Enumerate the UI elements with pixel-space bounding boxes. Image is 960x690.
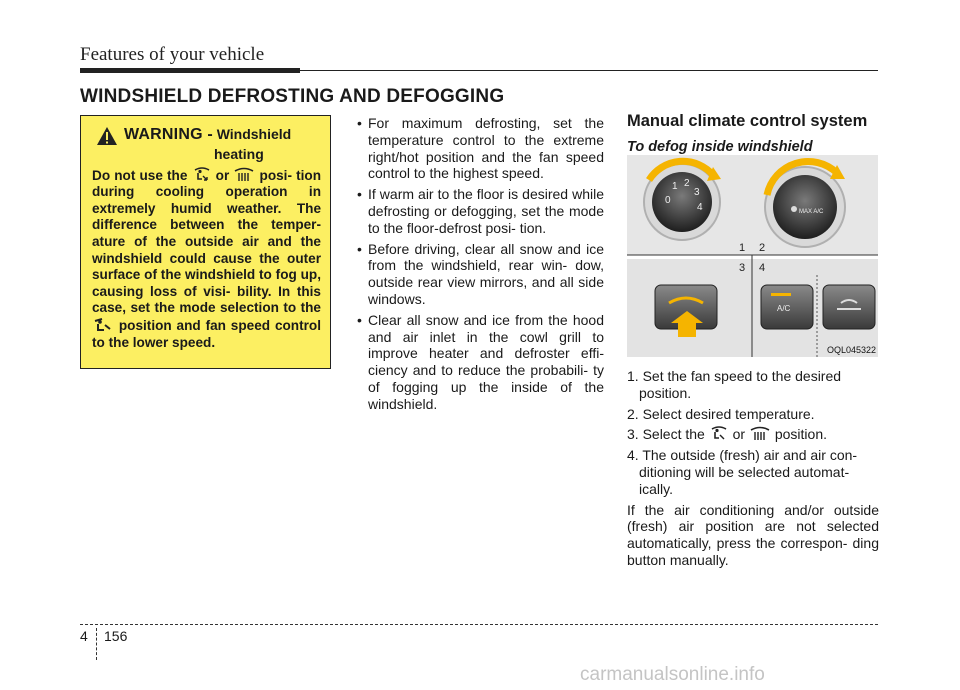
chapter-number: 4 [80, 628, 88, 644]
air-intake-button[interactable] [823, 285, 875, 329]
steps-list [627, 368, 879, 569]
warning-text-a: Do not use the [92, 167, 188, 183]
step-item: 1. Set the fan speed to the desired position. [627, 368, 842, 401]
header-rule [300, 70, 878, 71]
floor-defrost-mode-icon [92, 317, 114, 333]
press-arrow-icon [678, 323, 696, 337]
list-item: • Clear all snow and ice from the hood and air inlet in the cowl grill to improve heater and defroster effi- ciency and to reduce the probabili- ty of fogging up the inside of the windshield. [354, 312, 604, 413]
warning-subtitle: Windshield [216, 126, 292, 142]
footer-rule [80, 624, 878, 625]
climate-title: Manual climate control system [627, 112, 868, 130]
warning-subtitle-2: heating [214, 146, 264, 162]
list-item: • If warm air to the floor is desired while defrosting or defogging, set the mode to the floor-defrost posi- tion. [354, 186, 604, 236]
climate-subtitle: To defog inside windshield [627, 139, 813, 155]
warning-triangle-icon [96, 126, 118, 146]
step3-text-a: 3. Select the [627, 426, 705, 443]
step3-text-b: position. [774, 426, 827, 443]
header-bar [80, 68, 300, 73]
dial-number: 4 [697, 202, 703, 213]
warning-header [96, 126, 321, 146]
defrost-icon [749, 426, 771, 442]
watermark: carmanualsonline.info [580, 664, 765, 685]
warning-box [80, 115, 331, 369]
floor-defrost-icon [192, 167, 212, 183]
warning-body [92, 167, 321, 352]
dial-number: 1 [672, 181, 678, 192]
warning-text-or: or [215, 167, 230, 183]
header-title: Features of your vehicle [80, 44, 265, 65]
page-number: 156 [104, 628, 128, 644]
tips-list [354, 115, 604, 417]
defrost-icon [233, 167, 255, 183]
footer-divider [96, 628, 97, 660]
figure-label-1: 1 [739, 242, 746, 254]
ac-button-label: A/C [777, 304, 791, 313]
list-item: • For maximum defrosting, set the temperature control to the extreme right/hot position and the fan speed control to the highest speed. [354, 115, 604, 182]
floor-defrost-icon [709, 426, 729, 442]
dial-number: 3 [694, 187, 700, 198]
step-item: 2. Select desired temperature. [627, 405, 815, 422]
figure-label-3: 3 [739, 262, 746, 274]
list-item: • Before driving, clear all snow and ice from the windshield, rear win- dow, outside rear view mirrors, and all side windows. [354, 241, 604, 308]
climate-control-figure [627, 155, 878, 357]
warning-word: WARNING - [124, 126, 213, 143]
dial-number: 0 [665, 195, 671, 206]
figure-caption: OQL045322 [826, 345, 876, 355]
dial-number: 2 [684, 178, 690, 189]
climate-note: If the air conditioning and/or outside (fresh) air position are not selected automatically, press the correspon- ding button manually. [627, 501, 879, 568]
climate-control-illustration [627, 155, 878, 357]
max-ac-label: MAX A/C [799, 209, 824, 215]
section-title: WINDSHIELD DEFROSTING AND DEFOGGING [80, 86, 505, 107]
warning-text-c: position and fan speed control to the lower speed. [92, 317, 322, 350]
figure-label-2: 2 [759, 242, 766, 254]
warning-text-b: posi- tion during cooling operation in extremely humid weather. The difference between the temper- ature of the outside air and the windshield could cause the outer surface of the windshield to fog up, causing loss of visi- bility. In this case, set the mode selection to the [92, 167, 322, 316]
climate-section [627, 112, 879, 155]
step-item [627, 426, 879, 443]
step3-text-or: or [732, 426, 746, 443]
figure-label-4: 4 [759, 262, 766, 274]
step-item: 4. The outside (fresh) air and air con- ditioning will be selected automat- ically. [627, 447, 858, 497]
